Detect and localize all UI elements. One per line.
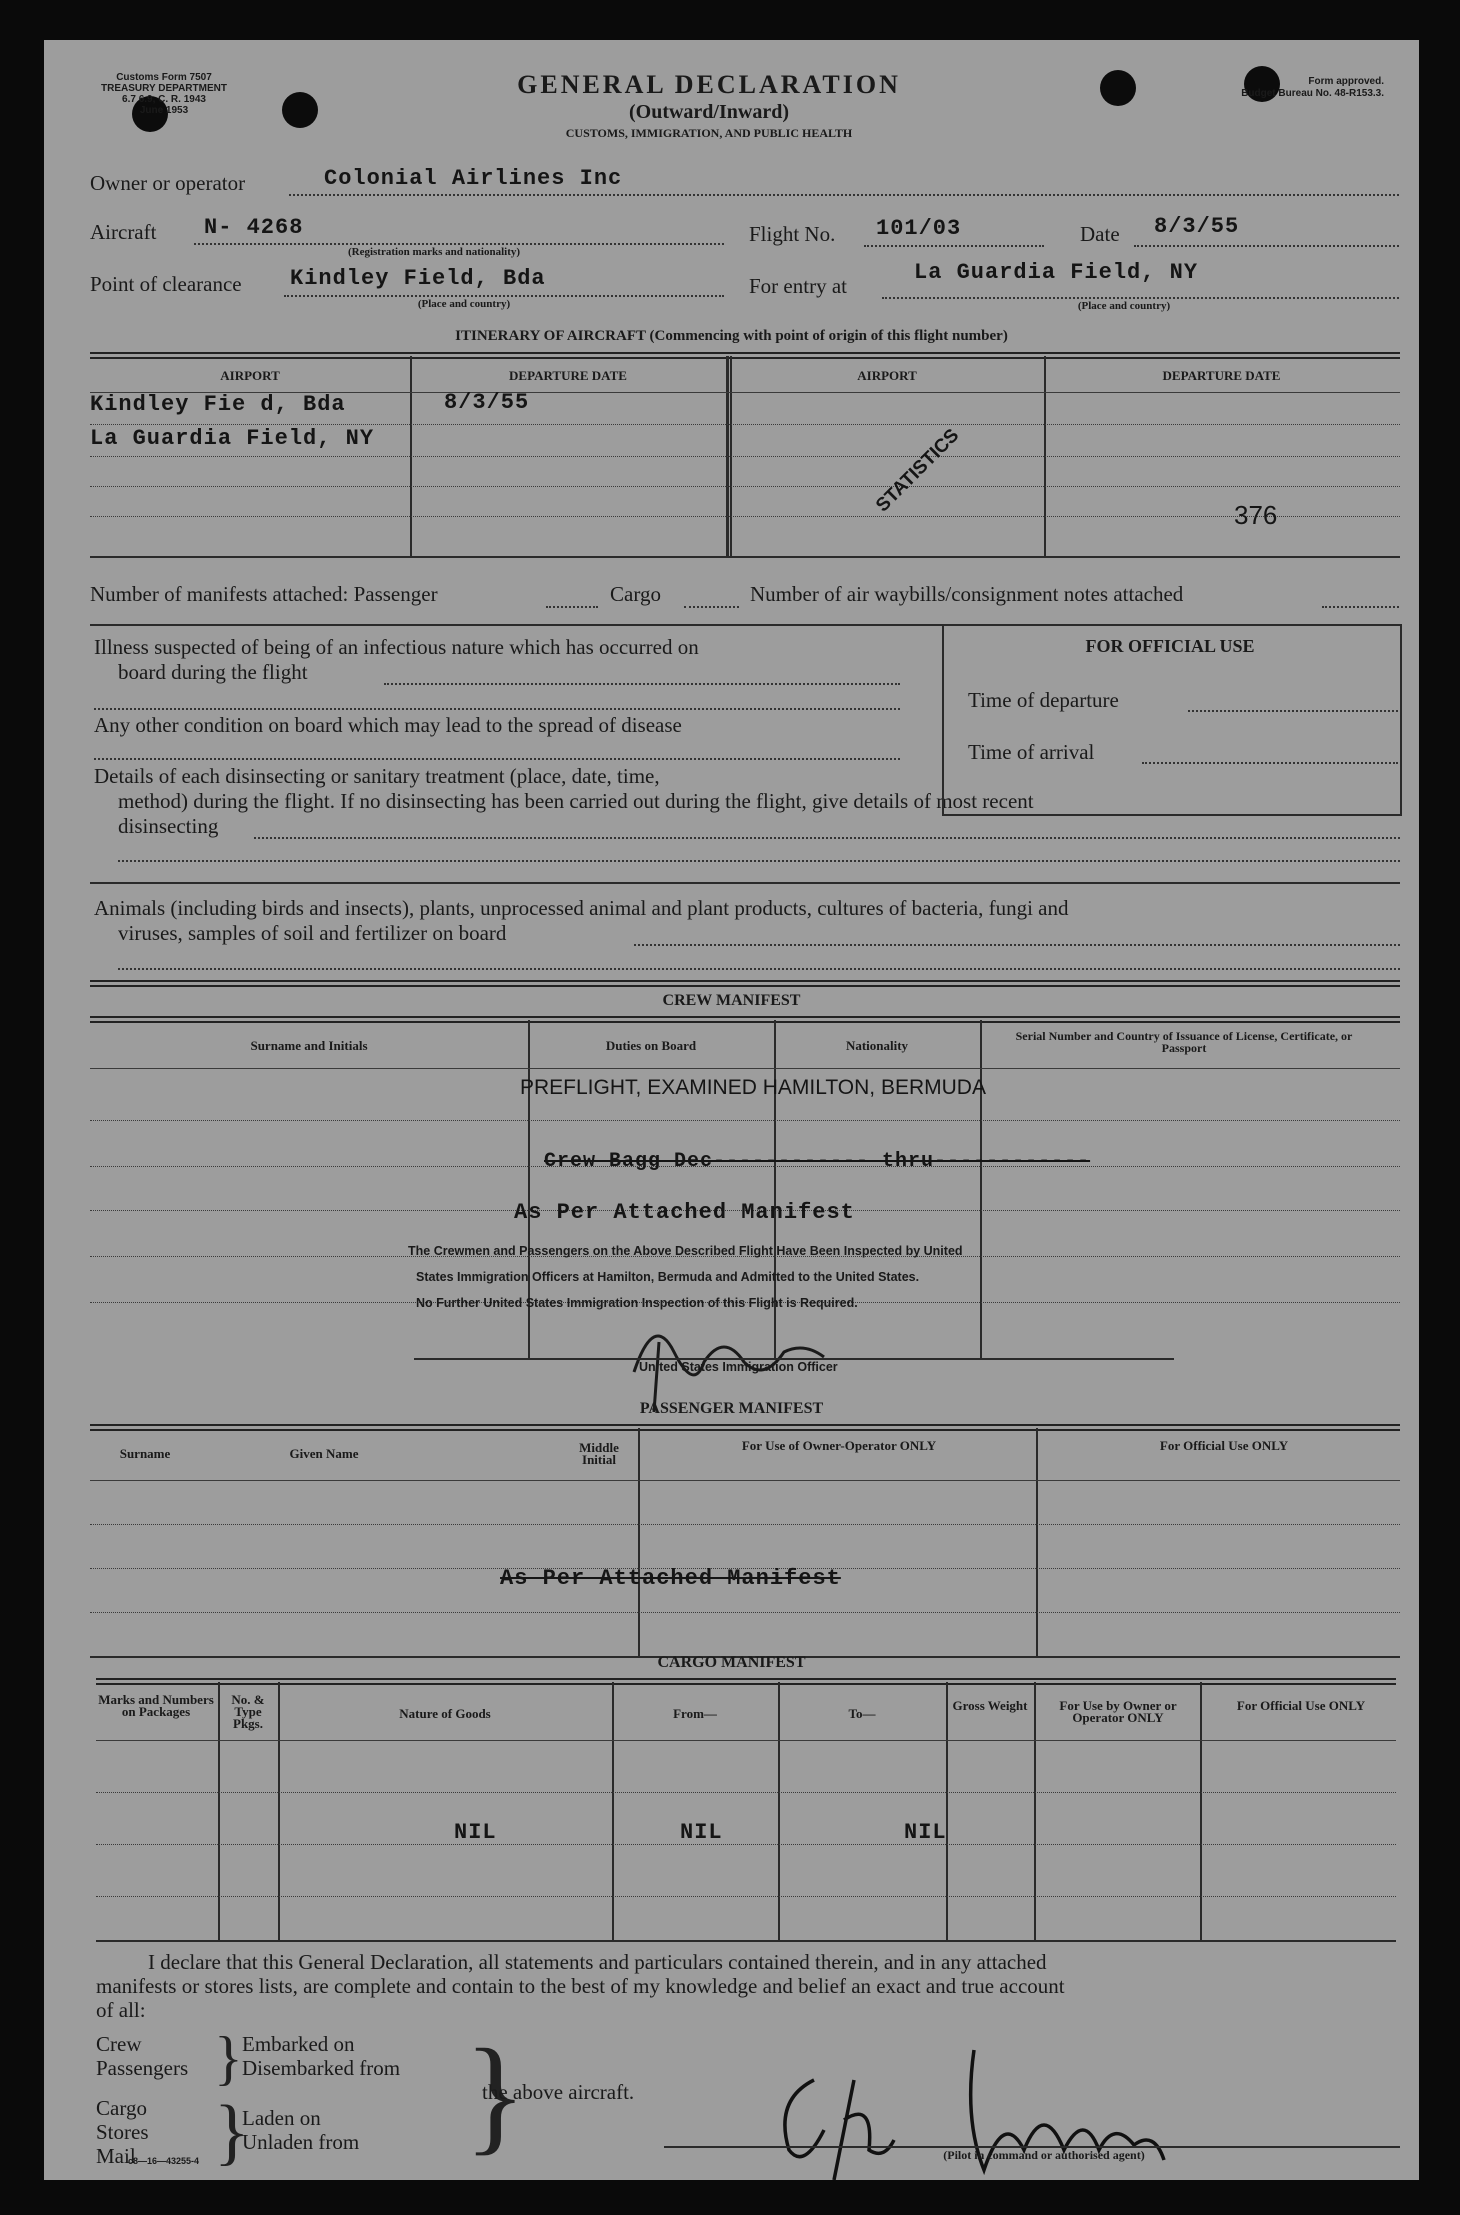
cargo-col-nature: Nature of Goods <box>399 1706 491 1721</box>
illness-line1: Illness suspected of being of an infectious nature which has occurred on <box>94 635 699 659</box>
cargo-col-owner: For Use by Owner or Operator ONLY <box>1059 1698 1177 1725</box>
crew-col-nationality: Nationality <box>845 1038 909 1053</box>
crew-col-surname: Surname and Initials <box>250 1038 368 1053</box>
cargo-col-no: No. & Type Pkgs. <box>231 1692 265 1731</box>
declaration-line3: of all: <box>96 1998 146 2022</box>
passenger-header-rule <box>90 1424 1400 1431</box>
passenger-col-official: For Official Use ONLY <box>1159 1438 1289 1453</box>
immigration-stamp-line3: No Further United States Immigration Inspection of this Flight is Required. <box>416 1296 858 1310</box>
passenger-col-middle: Middle Initial <box>579 1440 619 1467</box>
itinerary-col-departure-1: DEPARTURE DATE <box>509 368 627 383</box>
declaration-unladen: Unladen from <box>242 2130 360 2154</box>
immigration-stamp-line2: States Immigration Officers at Hamilton, Bermuda and Admitted to the United States. <box>416 1270 920 1284</box>
itinerary-col-airport-2: AIRPORT <box>857 368 917 383</box>
itinerary-col-departure-2: DEPARTURE DATE <box>1162 368 1281 383</box>
declaration-brace-1: } <box>214 2025 243 2091</box>
itinerary-title: ITINERARY OF AIRCRAFT (Commencing with point of origin of this flight number) <box>455 328 1008 344</box>
itinerary-col-airport-1: AIRPORT <box>220 368 280 383</box>
disinsect-divider <box>90 882 1400 884</box>
itinerary-row-line-3 <box>90 456 1400 457</box>
passenger-row-line-1 <box>90 1480 1400 1481</box>
crew-top-rule <box>90 980 1400 987</box>
animals-answer-line-1 <box>634 944 1400 946</box>
crew-header-rule <box>90 1016 1400 1023</box>
time-of-arrival-line <box>1142 762 1398 764</box>
declaration-mail: Mail <box>96 2144 136 2168</box>
declaration-brace-2: } <box>214 2091 250 2173</box>
crew-title: CREW MANIFEST <box>662 992 801 1009</box>
declaration-laden: Laden on <box>242 2106 321 2130</box>
manifests-passenger-line <box>546 606 598 608</box>
entry-note: (Place and country) <box>1077 300 1171 312</box>
page-title: GENERAL DECLARATION <box>517 70 901 99</box>
declaration-embarked: Embarked on <box>242 2032 355 2056</box>
crew-baggage-typed[interactable]: Crew Bagg Dec------------ thru------------ <box>544 1150 1091 1173</box>
itinerary-row-line-4 <box>90 486 1400 487</box>
statistics-stamp: STATISTICS <box>872 425 964 517</box>
aircraft-line <box>194 243 724 245</box>
itinerary-number: 376 <box>1234 500 1278 530</box>
pilot-signature <box>744 2040 1204 2190</box>
cargo-row-line-2 <box>96 1792 1396 1793</box>
disinsect-line3: disinsecting <box>118 814 219 838</box>
aircraft-value[interactable]: N- 4268 <box>204 215 304 240</box>
disinsect-answer-line-1 <box>254 837 1400 839</box>
cargo-count-label: Cargo <box>610 582 661 606</box>
itinerary-airport-2[interactable]: La Guardia Field, NY <box>90 426 375 451</box>
regulation: 6.7 6.9, C. R. 1943 <box>122 94 206 105</box>
aircraft-note: (Registration marks and nationality) <box>347 246 521 258</box>
itinerary-airport-1[interactable]: Kindley Fie d, Bda <box>90 392 346 417</box>
clearance-note: (Place and country) <box>417 298 511 310</box>
declaration-stores: Stores <box>96 2120 149 2144</box>
cargo-to-nil[interactable]: NIL <box>904 1820 947 1845</box>
waybills-line <box>1322 606 1399 608</box>
disinsect-line2: method) during the flight. If no disinsecting has been carried out during the flight, give details of most recent <box>118 789 1034 813</box>
flight-label: Flight No. <box>749 222 836 246</box>
punch-hole-2 <box>282 92 318 128</box>
footer-code: c8—16—43255-4 <box>128 2156 200 2166</box>
declaration-crew: Crew <box>96 2032 142 2056</box>
passenger-col-divider-2 <box>1036 1428 1038 1656</box>
declaration-passengers: Passengers <box>96 2056 189 2080</box>
passenger-title: PASSENGER MANIFEST <box>639 1400 824 1417</box>
cargo-nature-nil[interactable]: NIL <box>454 1820 497 1845</box>
owner-line <box>289 194 1399 196</box>
cargo-row-line-3 <box>96 1844 1396 1845</box>
cargo-col-divider-5 <box>946 1682 948 1940</box>
crew-row-line-1 <box>90 1068 1400 1069</box>
itinerary-date-1[interactable]: 8/3/55 <box>444 390 530 415</box>
passenger-row-line-2 <box>90 1524 1400 1525</box>
cargo-bottom-rule <box>96 1940 1396 1942</box>
manifests-cargo-line <box>684 606 739 608</box>
itinerary-rule <box>90 352 1400 359</box>
owner-label: Owner or operator <box>90 171 246 195</box>
time-of-departure-label: Time of departure <box>968 688 1119 712</box>
cargo-col-marks: Marks and Numbers on Packages <box>98 1692 214 1719</box>
cargo-col-divider-6 <box>1034 1682 1036 1940</box>
animals-answer-line-2 <box>118 968 1400 970</box>
owner-value[interactable]: Colonial Airlines Inc <box>324 166 623 191</box>
passenger-col-divider-1 <box>638 1428 640 1656</box>
manifests-label: Number of manifests attached: Passenger <box>90 582 438 606</box>
approval-note: Form approved. <box>1308 76 1384 87</box>
form-date: June 1953 <box>139 105 189 116</box>
passenger-col-given: Given Name <box>289 1446 359 1461</box>
declaration-line1: I declare that this General Declaration, all statements and particulars contained therein, and in any attached <box>148 1950 1047 1974</box>
entry-value[interactable]: La Guardia Field, NY <box>914 260 1199 285</box>
passenger-col-owner: For Use of Owner-Operator ONLY <box>741 1438 937 1453</box>
itinerary-row-line-2 <box>90 424 1400 425</box>
cargo-col-official: For Official Use ONLY <box>1236 1698 1366 1713</box>
aircraft-label: Aircraft <box>90 220 157 244</box>
immigration-stamp-line1: The Crewmen and Passengers on the Above Described Flight Have Been Inspected by United <box>408 1244 963 1258</box>
animals-line1: Animals (including birds and insects), plants, unprocessed animal and plant products, cultures of bacteria, fungi and <box>94 896 1069 920</box>
itinerary-row-line-5 <box>90 516 1400 517</box>
date-value[interactable]: 8/3/55 <box>1154 214 1240 239</box>
other-condition-line <box>94 758 900 760</box>
cargo-from-nil[interactable]: NIL <box>680 1820 723 1845</box>
preflight-stamp: PREFLIGHT, EXAMINED HAMILTON, BERMUDA <box>520 1076 986 1099</box>
crew-col-duties: Duties on Board <box>605 1038 697 1053</box>
clearance-line <box>284 295 724 297</box>
crew-col-serial: Serial Number and Country of Issuance of License, Certificate, or Passport <box>1015 1029 1353 1055</box>
cargo-col-divider-1 <box>218 1682 220 1940</box>
time-of-departure-line <box>1188 710 1398 712</box>
other-condition-label: Any other condition on board which may lead to the spread of disease <box>94 713 682 737</box>
cargo-row-line-1 <box>96 1740 1396 1741</box>
crew-row-line-2 <box>90 1120 1400 1121</box>
budget-bureau-no: Budget Bureau No. 48-R153.3. <box>1241 88 1384 99</box>
illness-answer-line-1 <box>384 683 900 685</box>
crew-attached-manifest[interactable]: As Per Attached Manifest <box>514 1200 855 1225</box>
disinsect-answer-line-2 <box>118 860 1400 862</box>
department: TREASURY DEPARTMENT <box>101 83 227 94</box>
cargo-col-to: To— <box>848 1706 876 1721</box>
flight-value[interactable]: 101/03 <box>876 216 962 241</box>
disinsect-line1: Details of each disinsecting or sanitary treatment (place, date, time, <box>94 764 660 788</box>
declaration-disembarked: Disembarked from <box>242 2056 401 2080</box>
illness-line2: board during the flight <box>118 660 308 684</box>
declaration-cargo: Cargo <box>96 2096 147 2120</box>
date-line <box>1134 245 1399 247</box>
official-use-title: FOR OFFICIAL USE <box>1085 636 1255 656</box>
itinerary-bottom-rule <box>90 556 1400 558</box>
flight-line <box>864 245 1044 247</box>
entry-line <box>882 297 1399 299</box>
passenger-attached-manifest[interactable]: As Per Attached Manifest <box>500 1566 841 1591</box>
animals-line2: viruses, samples of soil and fertilizer on board <box>118 921 507 945</box>
cargo-col-gross: Gross Weight <box>952 1698 1028 1713</box>
declaration-brace-3: } <box>464 2023 527 2167</box>
passenger-row-line-4 <box>90 1612 1400 1613</box>
page-subtitle: (Outward/Inward) <box>628 101 789 123</box>
approval-block <box>1104 76 1384 100</box>
immigration-officer-label: United States Immigration Officer <box>639 1360 838 1374</box>
passenger-col-surname: Surname <box>119 1446 171 1461</box>
clearance-label: Point of clearance <box>90 272 242 296</box>
clearance-value[interactable]: Kindley Field, Bda <box>290 266 546 291</box>
cargo-title: CARGO MANIFEST <box>657 1654 806 1671</box>
time-of-arrival-label: Time of arrival <box>968 740 1095 764</box>
form-number-block <box>74 72 254 116</box>
crew-col-divider-3 <box>980 1020 982 1360</box>
form-number: Customs Form 7507 <box>116 72 212 83</box>
cargo-col-from: From— <box>673 1706 717 1721</box>
entry-label: For entry at <box>749 274 847 298</box>
declaration-line2: manifests or stores lists, are complete and contain to the best of my knowledge and belief an exact and true account <box>96 1974 1065 1998</box>
declaration-above-aircraft: the above aircraft. <box>482 2080 635 2104</box>
date-label: Date <box>1080 222 1120 246</box>
cargo-col-divider-7 <box>1200 1682 1202 1940</box>
illness-answer-line-2 <box>94 708 900 710</box>
pilot-label: (Pilot in command or authorised agent) <box>943 2148 1145 2162</box>
waybills-label: Number of air waybills/consignment notes attached <box>750 582 1184 606</box>
cargo-row-line-4 <box>96 1896 1396 1897</box>
form-page <box>44 40 1419 2180</box>
page-subtitle-agencies: CUSTOMS, IMMIGRATION, AND PUBLIC HEALTH <box>565 126 853 140</box>
